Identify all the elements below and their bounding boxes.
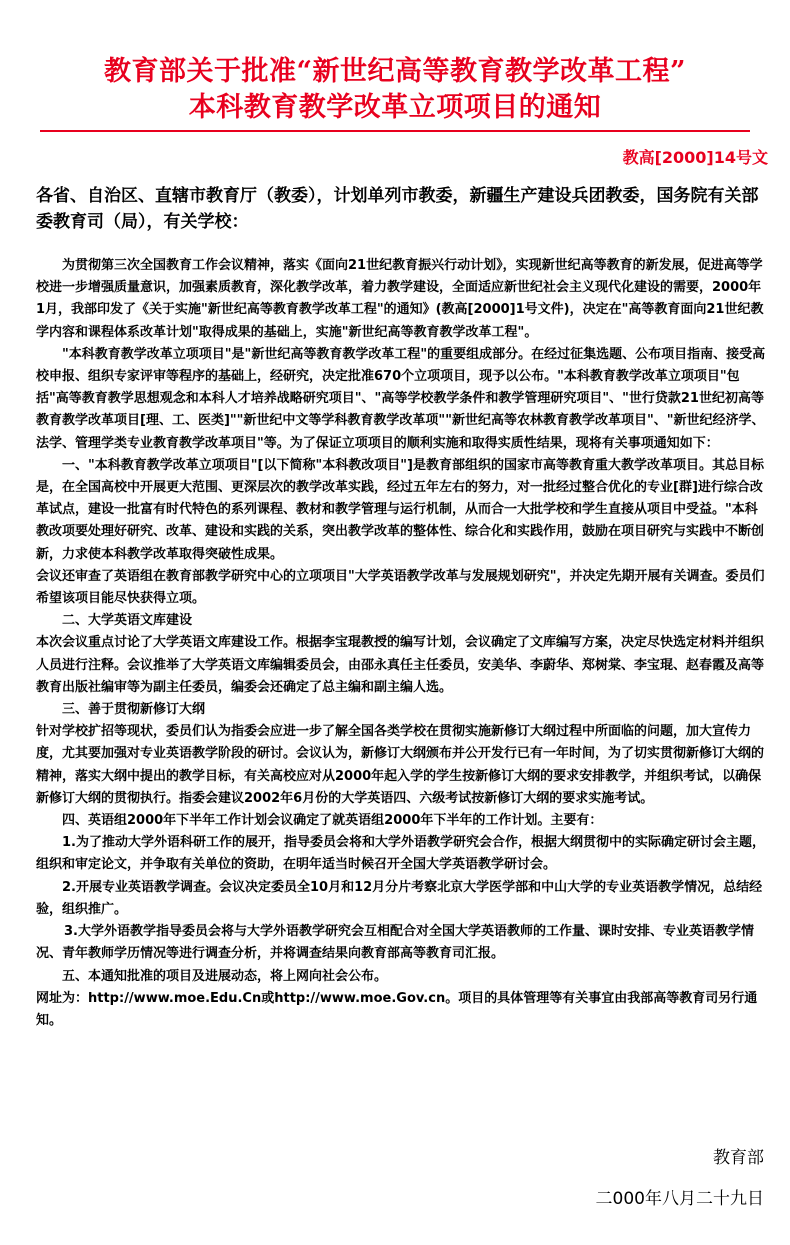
paragraph-section-1: 一、"本科教育教学改革立项项目"[以下简称"本科教改项目"]是教育部组织的国家市高等教育重大教学改革项目。其总目标是，在全国高校中开展更大范围、更深层次的教学改革实践，经过五年左右的努力，对一批经过整合优化的专业[群]进行综合改革试点，建设一批富有时代特色的系列课程、教材和教学管理与运行机制，从而合一大批学校和学生直接从项目中受益。"本科教改项要处理好研究、改革、建设和实践的关系，突出教学改革的整体性、综合化和实践作用，鼓励在项目研究与实践中不断创新，力求使本科教学改革取得突破性成果。 <box>36 457 765 562</box>
document-title-line1: 教育部关于批准“新世纪高等教育教学改革工程” <box>103 56 687 87</box>
heading-section-4: 四、英语组2000年下半年工作计划会议确定了就英语组2000年下半年的工作计划。主要有： <box>62 813 603 829</box>
list-item-2: 2.开展专业英语教学调查。会议决定委员全10月和12月分片考察北京大学医学部和中山大学的专业英语教学情况，总结经验，组织推广。 <box>36 879 763 917</box>
heading-section-3: 三、善于贯彻新修订大纲 <box>62 702 206 718</box>
list-item-1: 1.为了推动大学外语科研工作的展开，指导委员会将和大学外语教学研究会合作，根据大纲贯彻中的实际确定研讨会主题，组织和审定论文，并争取有关单位的资助，在明年适当时候召开全国大学英语教学研讨会。 <box>36 835 765 873</box>
paragraph-review: 会议还审查了英语组在教育部教学研究中心的立项项目"大学英语教学改革与发展规划研究"，并决定先期开展有关调查。委员们希望该项目能尽快获得立项。 <box>36 568 765 607</box>
document-title-line2: 本科教育教学改革立项项目的通知 <box>188 92 602 123</box>
addressee: 各省、自治区、直辖市教育厅（教委），计划单列市教委，新疆生产建设兵团教委，国务院有关部委教育司（局），有关学校： <box>36 186 759 232</box>
document-number: 教高[2000]14号文 <box>622 148 768 167</box>
document-body <box>36 255 766 1032</box>
title-divider <box>40 130 750 132</box>
paragraph-section-2: 本次会议重点讨论了大学英语文库建设工作。根据李宝琨教授的编写计划，会议确定了文库编写方案，决定尽快选定材料并组织人员进行注释。会议推举了大学英语文库编辑委员会，由邵永真任主任委员，安美华、李蔚华、郑树棠、李宝琨、赵春霞及高等教育出版社编审等为副主任委员，编委会还确定了总主编和副主编人选。 <box>36 635 765 695</box>
list-item-3: 3.大学外语教学指导委员会将与大学外语教学研究会互相配合对全国大学英语教师的工作量、课时安排、专业英语教学情况、青年教师学历情况等进行调查分析，并将调查结果向教育部高等教育司汇报。 <box>36 924 754 962</box>
issue-date: 二000年八月二十九日 <box>595 1189 764 1209</box>
paragraph-project-overview: "本科教育教学改革立项项目"是"新世纪高等教育教学改革工程"的重要组成部分。在经过征集选题、公布项目指南、接受高校申报、组织专家评审等程序的基础上，经研究，决定批准670个立项项目，现予以公布。"本科教育教学改革立项项目"包括"高等教育教学思想观念和本科人才培养战略研究项目"、"高等学校教学条件和教学管理研究项目"、"世行贷款21世纪初高等教育教学改革项目[理、工、医类]""新世纪中文等学科教育教学改革项""新世纪高等农林教育教学改革项目"、"新世纪经济学、法学、管理学类专业教育教学改革项目"等。为了保证立项项目的顺利实施和取得实质性结果，现将有关事项通知如下： <box>36 346 766 451</box>
signer: 教育部 <box>713 1148 764 1168</box>
paragraph-intro: 为贯彻第三次全国教育工作会议精神，落实《面向21世纪教育振兴行动计划》，实现新世纪高等教育的新发展，促进高等学校进一步增强质量意识，加强素质教育，深化教学改革，着力教学建设，全面适应新世纪社会主义现代化建设的需要，2000年1月，我部印发了《关于实施"新世纪高等教育教学改革工程"的通知》(教高[2000]1号文件)，决定在"高等教育面向21世纪教学内容和课程体系改革计划"取得成果的基础上，实施"新世纪高等教育教学改革工程"。 <box>36 258 764 340</box>
paragraph-section-3: 针对学校扩招等现状，委员们认为指委会应进一步了解全国各类学校在贯彻实施新修订大纲过程中所面临的问题，加大宣传力度，尤其要加强对专业英语教学阶段的研讨。会议认为，新修订大纲颁布并公开发行已有一年时间，为了切实贯彻新修订大纲的精神，落实大纲中提出的教学目标，有关高校应对从2000年起入学的学生按新修订大纲的要求安排教学，并组织考试，以确保新修订大纲的贯彻执行。指委会建议2002年6月份的大学英语四、六级考试按新修订大纲的要求实施考试。 <box>36 724 765 806</box>
heading-section-2: 二、大学英语文库建设 <box>62 613 193 629</box>
heading-section-5: 五、本通知批准的项目及进展动态，将上网向社会公布。 <box>62 968 388 984</box>
paragraph-website: 网址为：http://www.moe.Edu.Cn或http://www.moe.Gov.cn。项目的具体管理等有关事宜由我部高等教育司另行通知。 <box>36 990 758 1028</box>
